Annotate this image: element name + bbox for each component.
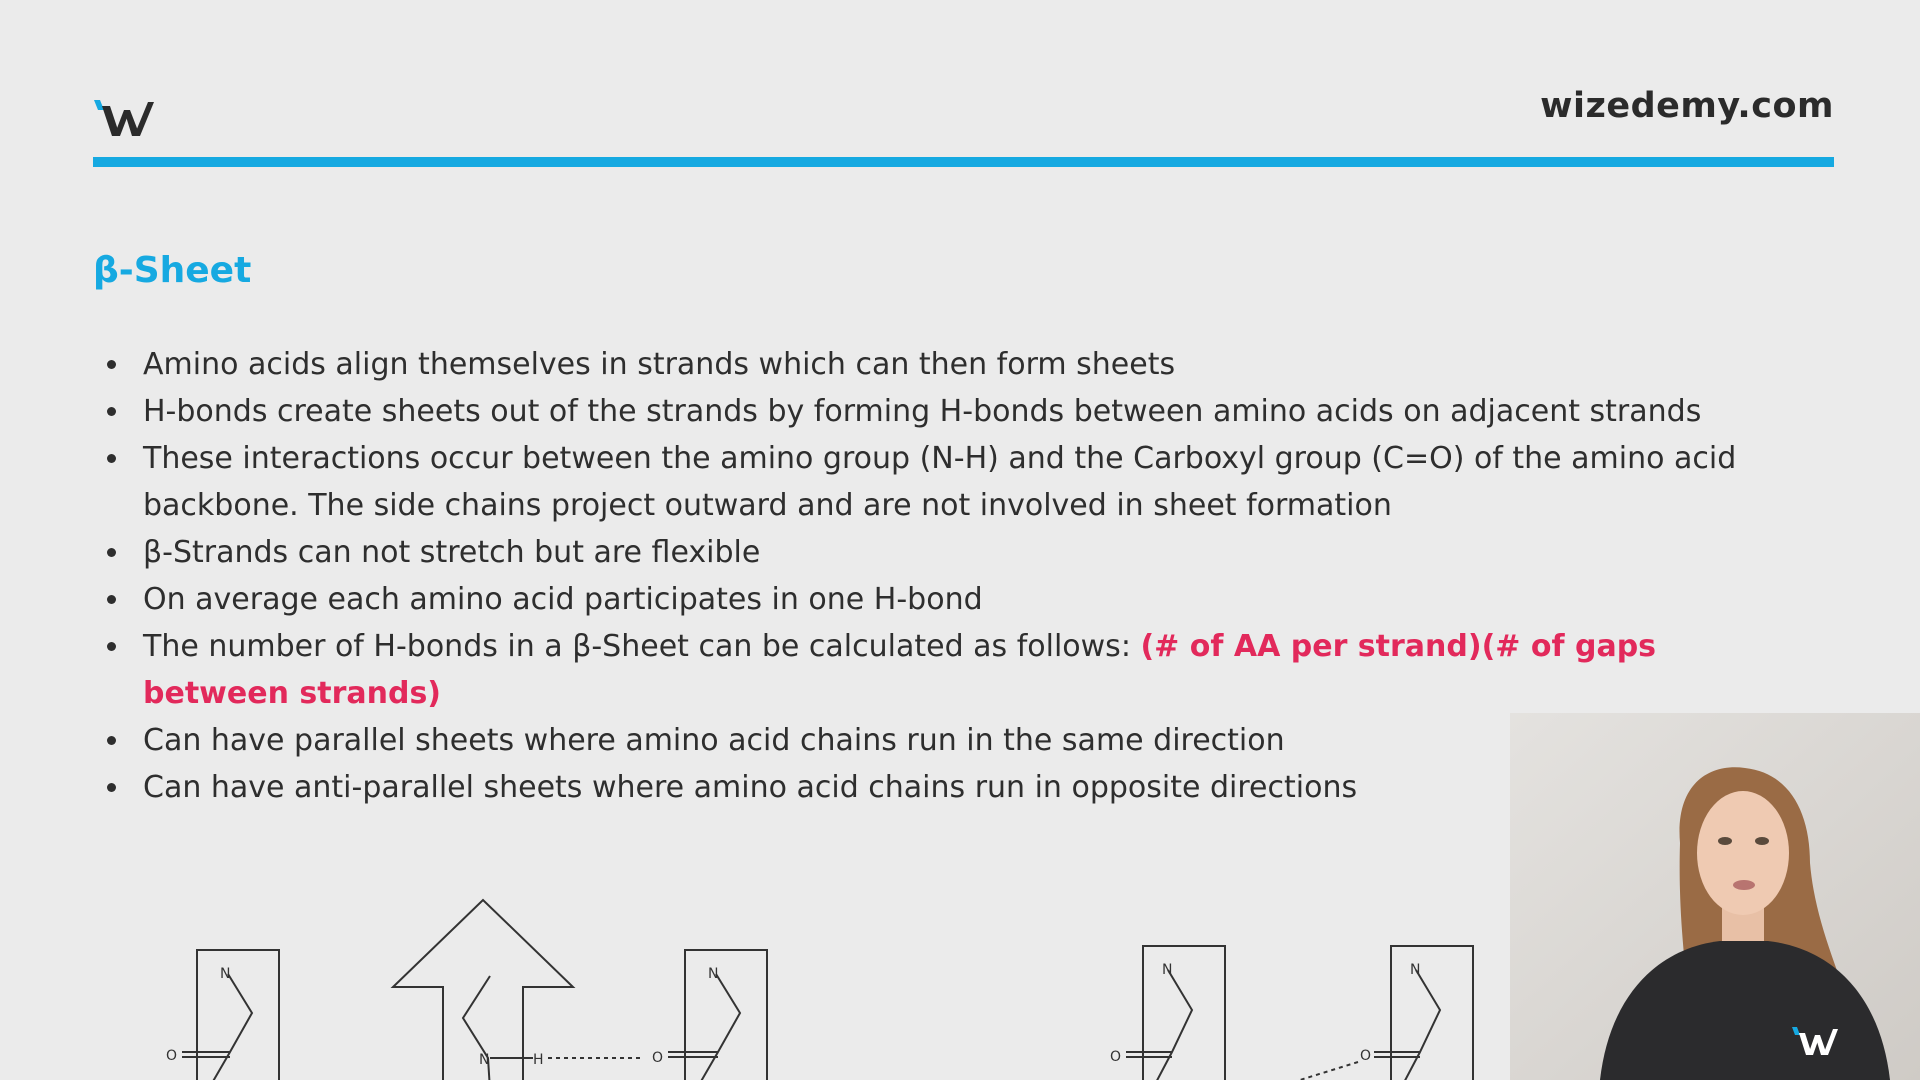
bullet-text: H-bonds create sheets out of the strands by forming H-bonds between amino acids on adjacent strands	[143, 394, 1702, 429]
bullet-text: Can have parallel sheets where amino acid chains run in the same direction	[143, 723, 1285, 758]
strand-4	[1110, 946, 1225, 1080]
strand-3	[652, 950, 767, 1080]
bullet-text: Amino acids align themselves in strands which can then form sheets	[143, 347, 1176, 382]
strand-5	[1300, 946, 1473, 1080]
bullet-item	[100, 341, 1780, 388]
bullet-dot	[107, 783, 116, 792]
header-rule	[93, 157, 1834, 167]
presenter-image	[1510, 713, 1920, 1080]
strand-1	[166, 950, 279, 1080]
bullet-dot	[107, 736, 116, 745]
bullet-item	[100, 388, 1780, 435]
bullet-dot	[107, 548, 116, 557]
bullet-item	[100, 576, 1780, 623]
bullet-text: These interactions occur between the amino group (N-H) and the Carboxyl group (C=O) of the amino acid backbone. The side chains project outward and are not involved in sheet formation	[143, 441, 1737, 523]
atom-label-n: N	[708, 966, 719, 982]
formula-highlight: (# of AA per strand)(# of gaps between strands)	[143, 629, 1657, 711]
bullet-text: β-Strands can not stretch but are flexible	[143, 535, 761, 570]
atom-label-n: N	[220, 966, 231, 982]
direction-arrow	[393, 900, 640, 1080]
bullet-text: On average each amino acid participates in one H-bond	[143, 582, 983, 617]
bullet-dot	[107, 454, 116, 463]
atom-label-n: N	[1410, 962, 1421, 978]
atom-label-o: O	[1360, 1048, 1372, 1064]
bullet-dot	[107, 642, 116, 651]
presenter-video-overlay	[1510, 713, 1920, 1080]
bullet-dot	[107, 407, 116, 416]
bullet-item	[100, 435, 1780, 529]
atom-label-n: N	[1162, 962, 1173, 978]
wizedemy-logo-icon	[92, 96, 156, 144]
bullet-item	[100, 623, 1780, 717]
bullet-item	[100, 529, 1780, 576]
atom-label-h: H	[533, 1052, 544, 1068]
atom-label-o: O	[652, 1050, 664, 1066]
bullet-text: The number of H-bonds in a β-Sheet can be calculated as follows:	[143, 629, 1141, 664]
bullet-dot	[107, 360, 116, 369]
site-name: wizedemy.com	[1540, 86, 1834, 126]
beta-sheet-diagram	[0, 880, 1510, 1080]
bullet-dot	[107, 595, 116, 604]
atom-label-n: N	[479, 1052, 490, 1068]
atom-label-o: O	[166, 1048, 178, 1064]
page-title: β-Sheet	[93, 250, 252, 291]
atom-label-o: O	[1110, 1049, 1122, 1065]
bullet-text: Can have anti-parallel sheets where amino acid chains run in opposite directions	[143, 770, 1358, 805]
